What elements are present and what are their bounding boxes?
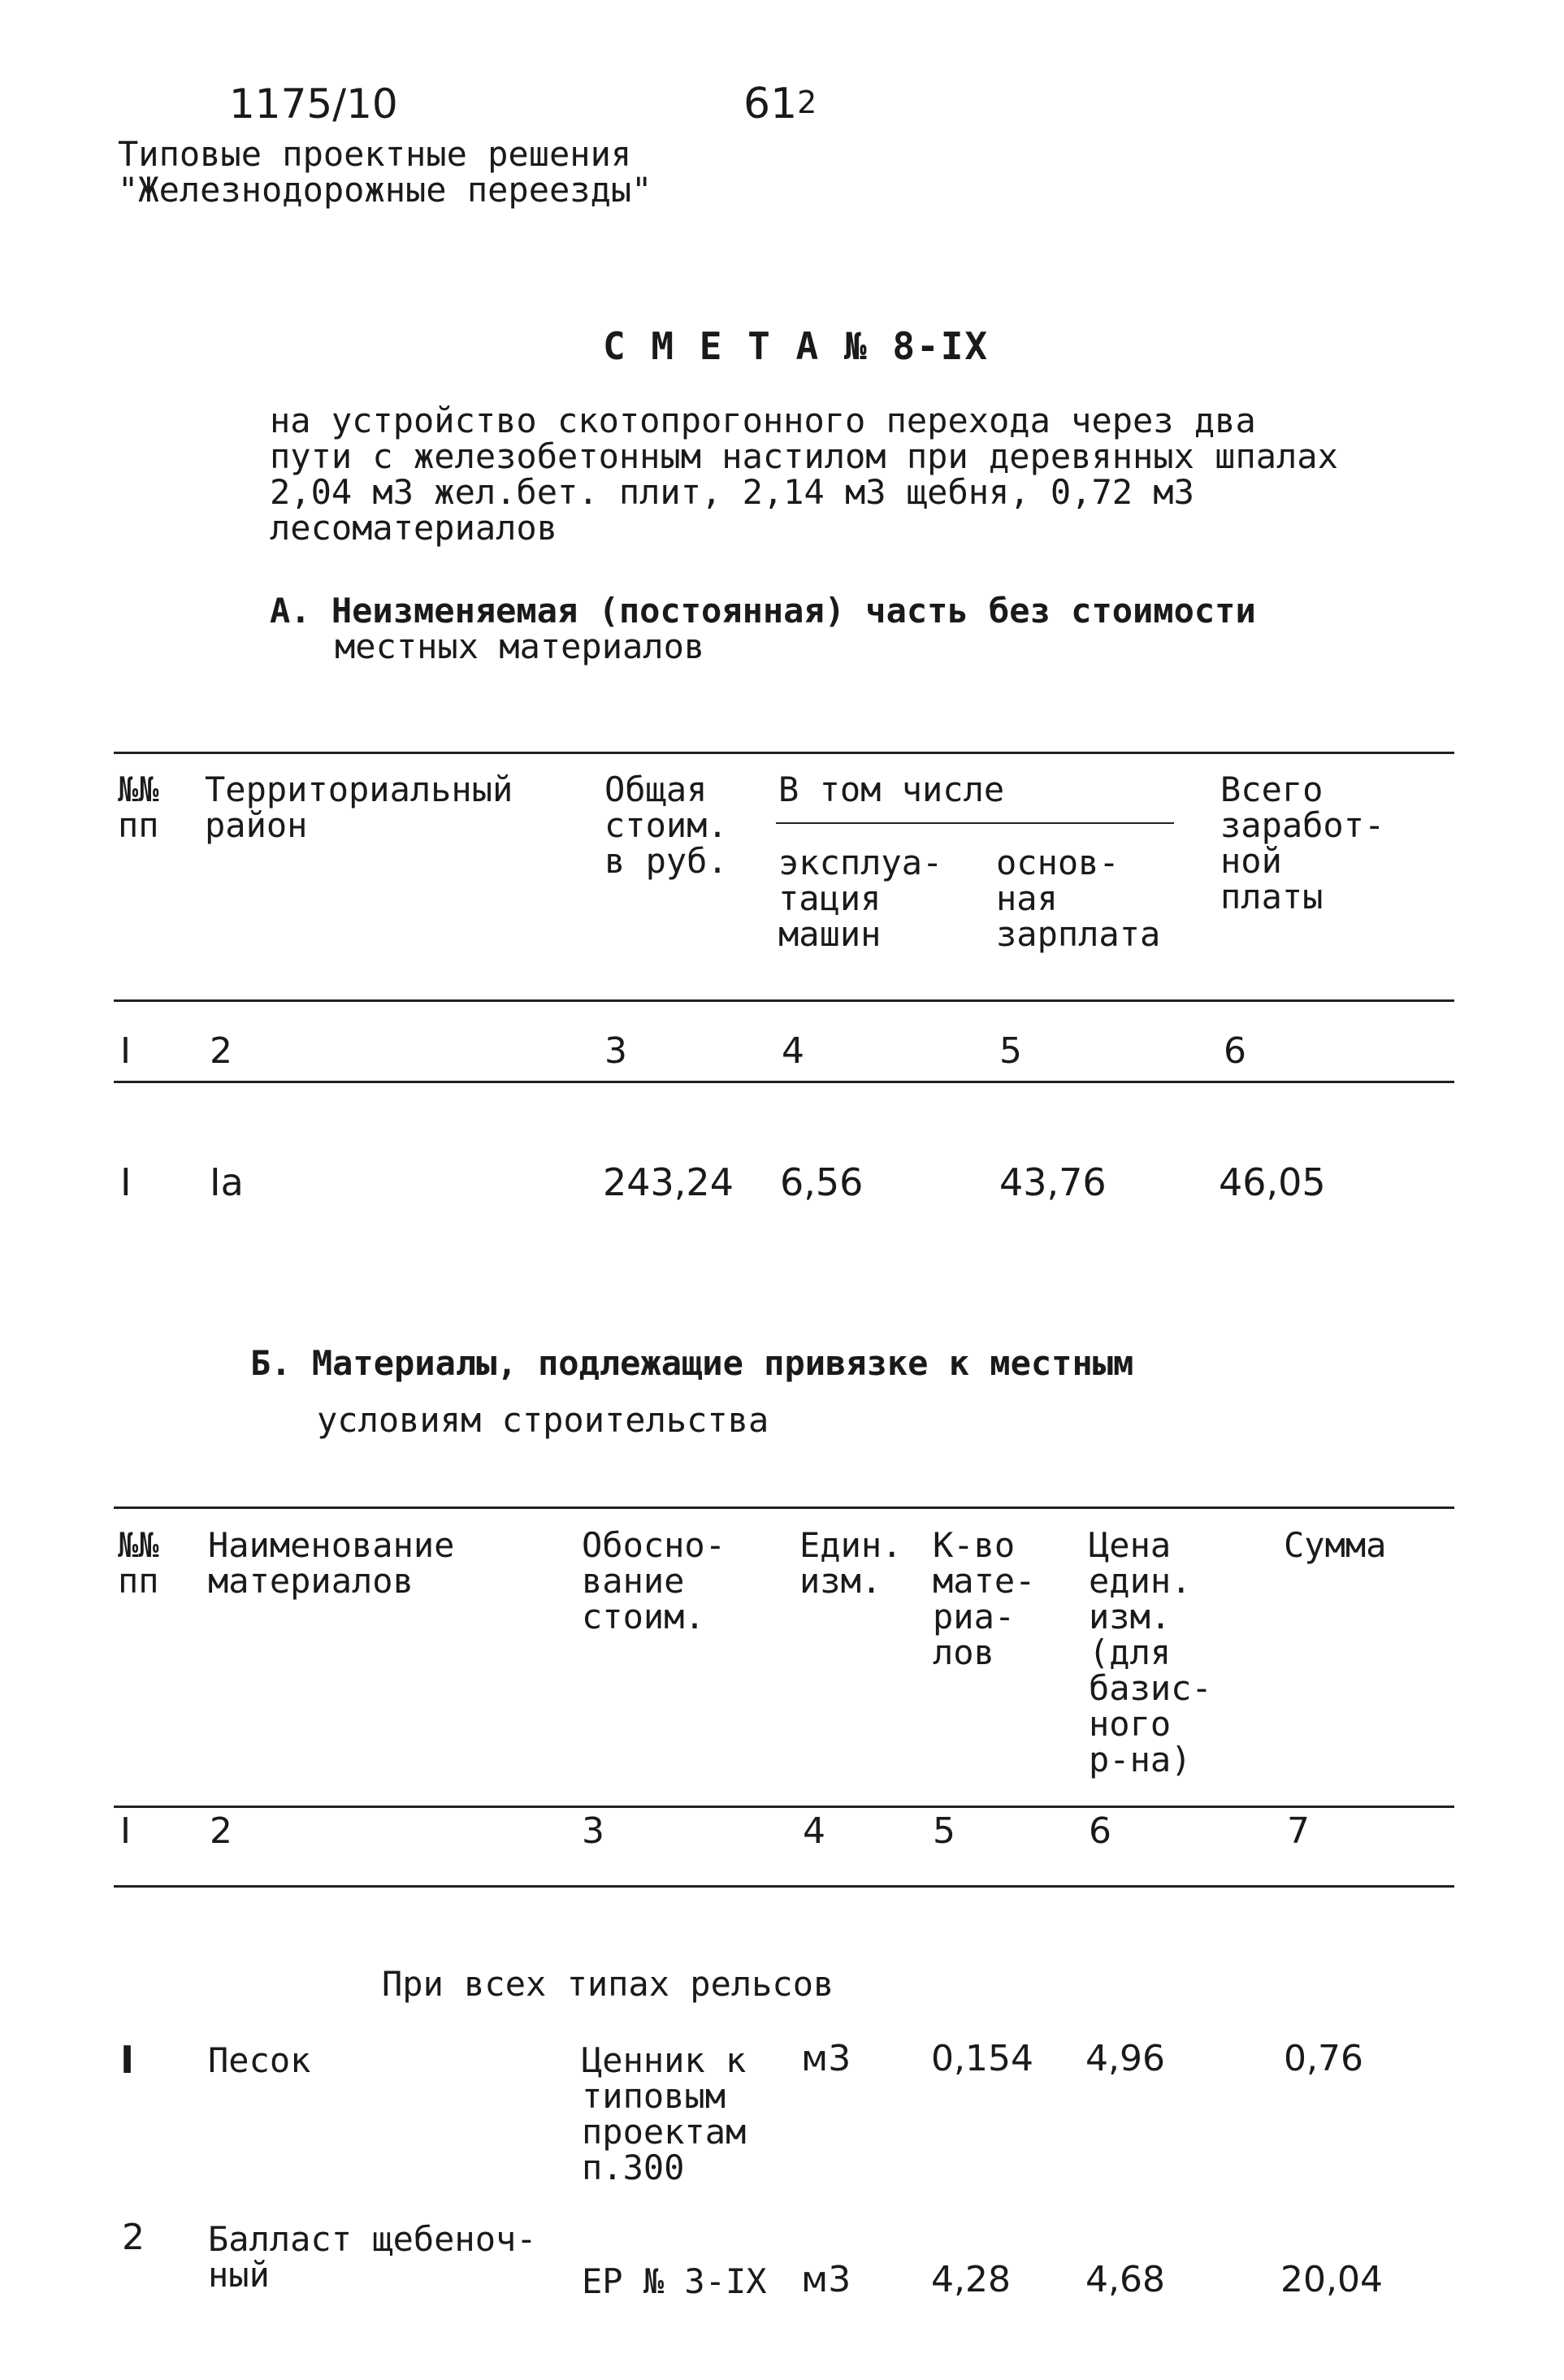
col-a-group-header: В том числе <box>778 769 1005 809</box>
row-b1-sum: 0,76 <box>1284 2038 1363 2079</box>
col-a-total-header: Общая стоим. в руб. <box>604 769 728 881</box>
row-b1-basis: Ценник к типовым проектам п.300 <box>582 2040 747 2187</box>
series-title-line1: Типовые проектные решения <box>118 134 632 174</box>
row-a-salary: 43,76 <box>999 1160 1107 1204</box>
row-b1-num: I <box>120 2038 135 2082</box>
document-code: 1175/10 <box>229 80 398 128</box>
col-a-salary-header: основ- ная зарплата <box>996 843 1161 954</box>
row-a-num: I <box>120 1160 132 1204</box>
table-a-numbers-rule <box>114 1081 1454 1083</box>
col-b-number-7: 7 <box>1287 1810 1310 1852</box>
col-b-number-1: I <box>120 1810 131 1852</box>
col-a-number-3: 3 <box>604 1030 627 1072</box>
description-line3: 2,04 м3 жел.бет. плит, 2,14 м3 щебня, 0,72 м3 <box>270 472 1194 512</box>
page-number <box>743 80 817 127</box>
row-b2-sum: 20,04 <box>1280 2259 1383 2300</box>
table-b-header-rule <box>114 1806 1454 1808</box>
col-a-number-1: I <box>120 1030 131 1072</box>
page-number-small: 2 <box>797 85 817 120</box>
row-b2-basis: ЕР № 3-IX <box>582 2261 767 2301</box>
col-b-sum-header: Сумма <box>1284 1525 1387 1565</box>
col-b-number-4: 4 <box>803 1810 825 1852</box>
col-b-number-5: 5 <box>933 1810 955 1852</box>
description-line1: на устройство скотопрогонного перехода через два <box>270 401 1256 440</box>
col-a-num-header: №№ пп <box>118 769 159 845</box>
group-label: При всех типах рельсов <box>382 1964 834 2004</box>
row-a-total-salary: 46,05 <box>1219 1160 1326 1204</box>
page-number-main: 61 <box>743 80 798 128</box>
table-b-numbers-rule <box>114 1885 1454 1888</box>
section-b-heading-line2: условиям строительства <box>317 1400 769 1440</box>
col-a-number-4: 4 <box>782 1030 804 1072</box>
row-b2-qty: 4,28 <box>931 2259 1011 2300</box>
description-line2: пути с железобетонным настилом при деревянных шпалах <box>270 436 1338 476</box>
description-line4: лесоматериалов <box>270 508 558 548</box>
section-a-heading-line2: местных материалов <box>335 626 705 666</box>
col-a-number-5: 5 <box>999 1030 1022 1072</box>
row-a-region: Iа <box>210 1160 244 1204</box>
estimate-title: С М Е Т А № 8-IX <box>603 324 990 368</box>
row-b2-price: 4,68 <box>1085 2259 1165 2300</box>
col-b-number-2: 2 <box>210 1810 232 1852</box>
table-a-header-rule <box>114 999 1454 1002</box>
table-a-top-rule <box>114 752 1454 754</box>
row-b2-num: 2 <box>122 2217 145 2258</box>
col-a-region-header: Территориальный район <box>205 769 513 845</box>
row-b2-name: Балласт щебеноч- ный <box>208 2219 537 2295</box>
row-b2-unit: м3 <box>801 2259 851 2300</box>
col-a-total-salary-header: Всего заработ- ной платы <box>1220 769 1385 917</box>
col-b-qty-header: К-во мате- риа- лов <box>933 1525 1036 1672</box>
col-b-price-header: Цена един. изм. (для базис- ного р-на) <box>1089 1525 1212 1780</box>
col-a-group-underline <box>776 822 1174 824</box>
col-b-num-header: №№ пп <box>118 1525 159 1601</box>
row-b1-name: Песок <box>208 2040 311 2080</box>
row-b1-unit: м3 <box>801 2038 851 2079</box>
col-a-machines-header: эксплуа- тация машин <box>778 843 943 954</box>
series-title-line2: "Железнодорожные переезды" <box>118 170 652 210</box>
col-b-unit-header: Един. изм. <box>799 1525 903 1601</box>
col-b-name-header: Наименование материалов <box>208 1525 455 1601</box>
col-a-number-6: 6 <box>1224 1030 1246 1072</box>
row-b1-qty: 0,154 <box>931 2038 1033 2079</box>
section-a-heading-line1: А. Неизменяемая (постоянная) часть без стоимости <box>270 591 1256 631</box>
col-b-number-3: 3 <box>582 1810 604 1852</box>
row-a-total: 243,24 <box>603 1160 734 1204</box>
col-b-number-6: 6 <box>1089 1810 1111 1852</box>
row-a-machines: 6,56 <box>780 1160 864 1204</box>
section-b-heading-line1: Б. Материалы, подлежащие привязке к местным <box>250 1343 1134 1383</box>
col-b-basis-header: Обосно- вание стоим. <box>582 1525 726 1637</box>
table-b-top-rule <box>114 1506 1454 1509</box>
row-b1-price: 4,96 <box>1085 2038 1165 2079</box>
col-a-number-2: 2 <box>210 1030 232 1072</box>
